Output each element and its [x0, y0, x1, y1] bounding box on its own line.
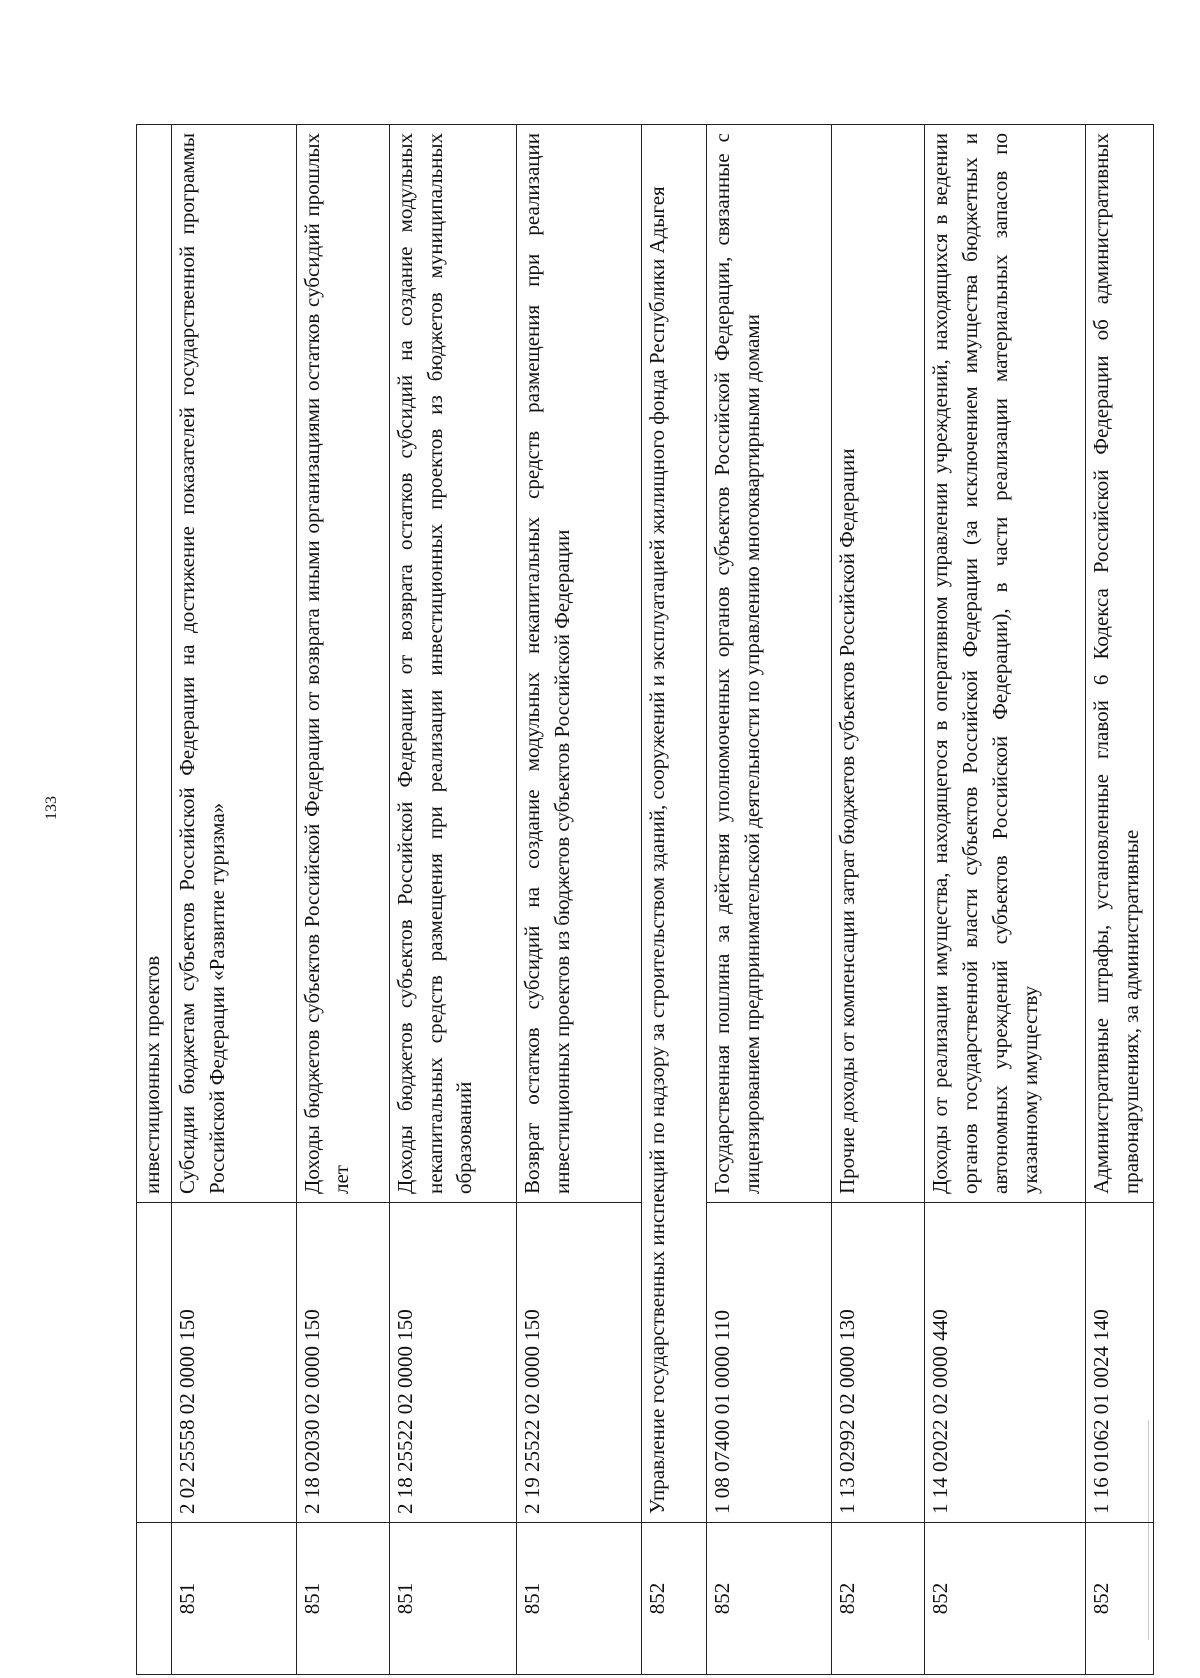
cell-revenue-code: 1 08 07400 01 0000 110 [707, 1203, 832, 1523]
cell-admin-code: 852 [707, 1523, 832, 1675]
table-row-section [641, 125, 707, 1675]
cell-revenue-name: Возврат остатков субсидий на создание модульных некапитальных средств размещения при реализации инвестиционных проектов из бюджетов субъектов Российской Федерации [516, 125, 641, 1203]
cell-revenue-code [137, 1203, 172, 1523]
table-row [1086, 125, 1154, 1675]
table-body [137, 125, 1154, 1675]
table-row [832, 125, 925, 1675]
cell-revenue-code: 1 13 02992 02 0000 130 [832, 1203, 925, 1523]
cell-revenue-code: 2 18 25522 02 0000 150 [389, 1203, 516, 1523]
cell-revenue-name: Доходы от реализации имущества, находящегося в оперативном управлении учреждений, находящихся в ведении органов государственной власти субъектов Российской Федерации (за исключением имущества бюджетных и автономных учреждений субъектов Российской Федерации), в части реализации материальных запасов по указанному имуществу [925, 125, 1086, 1203]
cell-revenue-name: Прочие доходы от компенсации затрат бюджетов субъектов Российской Федерации [832, 125, 925, 1203]
table-row [389, 125, 516, 1675]
cell-admin-code: 851 [296, 1523, 389, 1675]
cell-revenue-name: Доходы бюджетов субъектов Российской Федерации от возврата иными организациями остатков субсидий прошлых лет [296, 125, 389, 1203]
cell-admin-code: 851 [516, 1523, 641, 1675]
cell-admin-code [137, 1523, 172, 1675]
cell-revenue-name: инвестиционных проектов [137, 125, 172, 1203]
table-row [707, 125, 832, 1675]
cell-revenue-code: 2 18 02030 02 0000 150 [296, 1203, 389, 1523]
table-row [925, 125, 1086, 1675]
cell-revenue-name: Субсидии бюджетам субъектов Российской Федерации на достижение показателей государственной программы Российской Федерации «Развитие туризма» [171, 125, 296, 1203]
cell-admin-code: 852 [832, 1523, 925, 1675]
cell-admin-code: 852 [925, 1523, 1086, 1675]
cell-revenue-name: Доходы бюджетов субъектов Российской Федерации от возврата остатков субсидий на создание модульных некапитальных средств размещения при реализации инвестиционных проектов из бюджетов муниципальных образований [389, 125, 516, 1203]
cell-revenue-code: 1 14 02022 02 0000 440 [925, 1203, 1086, 1523]
cell-revenue-code: 2 02 25558 02 0000 150 [171, 1203, 296, 1523]
cell-revenue-name: Административные штрафы, установленные главой 6 Кодекса Российской Федерации об административных правонарушениях, за административные [1086, 125, 1154, 1203]
cell-revenue-name: Государственная пошлина за действия уполномоченных органов субъектов Российской Федерации, связанные с лицензированием предпринимательской деятельности по управлению многоквартирными домами [707, 125, 832, 1203]
cell-section-title: Управление государственных инспекций по надзору за строительством зданий, сооружений и эксплуатацией жилищного фонда Республики Адыгея [641, 125, 707, 1523]
page-number: 133 [43, 796, 60, 820]
table-row [137, 125, 172, 1675]
cell-admin-code: 851 [171, 1523, 296, 1675]
table-row [296, 125, 389, 1675]
table-row [171, 125, 296, 1675]
rotated-table-container [136, 125, 1154, 1675]
table-row [516, 125, 641, 1675]
cell-admin-code: 852 [1086, 1523, 1154, 1675]
cell-admin-code: 851 [389, 1523, 516, 1675]
cell-revenue-code: 2 19 25522 02 0000 150 [516, 1203, 641, 1523]
cell-revenue-code: 1 16 01062 01 0024 140 [1086, 1203, 1154, 1523]
revenue-codes-table [136, 124, 1154, 1675]
cell-admin-code: 852 [641, 1523, 707, 1675]
